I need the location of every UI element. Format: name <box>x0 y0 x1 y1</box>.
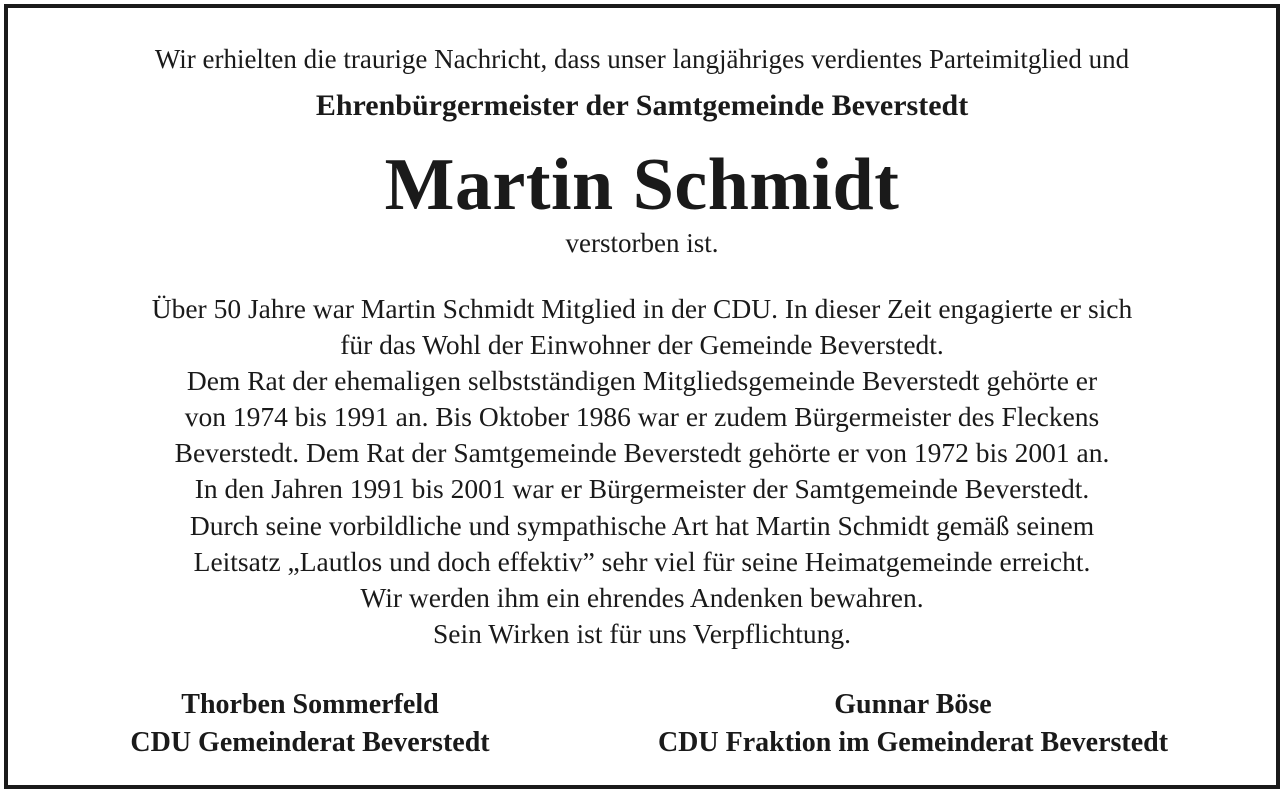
deceased-text: verstorben ist. <box>565 228 719 258</box>
obituary-notice <box>4 4 1280 789</box>
intro-text: Wir erhielten die traurige Nachricht, dass unser langjähriges verdientes Parteimitglied und <box>154 44 1130 74</box>
tribute-line: Beverstedt. Dem Rat der Samtgemeinde Beverstedt gehörte er von 1972 bis 2001 an. <box>174 437 1110 469</box>
tribute-line: Über 50 Jahre war Martin Schmidt Mitglied in der CDU. In dieser Zeit engagierte er sich <box>151 293 1133 324</box>
signature-left <box>80 686 540 762</box>
tribute-line: Sein Wirken ist für uns Verpflichtung. <box>433 617 851 649</box>
tribute-text <box>8 291 1276 652</box>
tribute-line: In den Jahren 1991 bis 2001 war er Bürgermeister der Samtgemeinde Beverstedt. <box>194 473 1090 505</box>
tribute-line: von 1974 bis 1991 an. Bis Oktober 1986 war er zudem Bürgermeister des Fleckens <box>184 401 1100 433</box>
signatory-role: CDU Fraktion im Gemeinderat Beverstedt <box>657 727 1169 758</box>
tribute-line: Wir werden ihm ein ehrendes Andenken bewahren. <box>360 581 924 613</box>
tribute-line: Durch seine vorbildliche und sympathische Art hat Martin Schmidt gemäß seinem <box>189 509 1095 541</box>
honorary-title: Ehrenbürgermeister der Samtgemeinde Beverstedt <box>315 89 969 122</box>
tribute-line: Dem Rat der ehemaligen selbstständigen Mitgliedsgemeinde Beverstedt gehörte er <box>186 365 1098 397</box>
signature-right <box>603 686 1223 762</box>
signatory-name: Gunnar Böse <box>834 689 992 720</box>
deceased-name: Martin Schmidt <box>384 144 900 226</box>
tribute-line: Leitsatz „Lautlos und doch effektiv” sehr viel für seine Heimatgemeinde erreicht. <box>193 545 1091 577</box>
tribute-line: für das Wohl der Einwohner der Gemeinde Beverstedt. <box>340 329 944 361</box>
signatory-name: Thorben Sommerfeld <box>181 689 439 720</box>
signatory-role: CDU Gemeinderat Beverstedt <box>130 727 490 758</box>
